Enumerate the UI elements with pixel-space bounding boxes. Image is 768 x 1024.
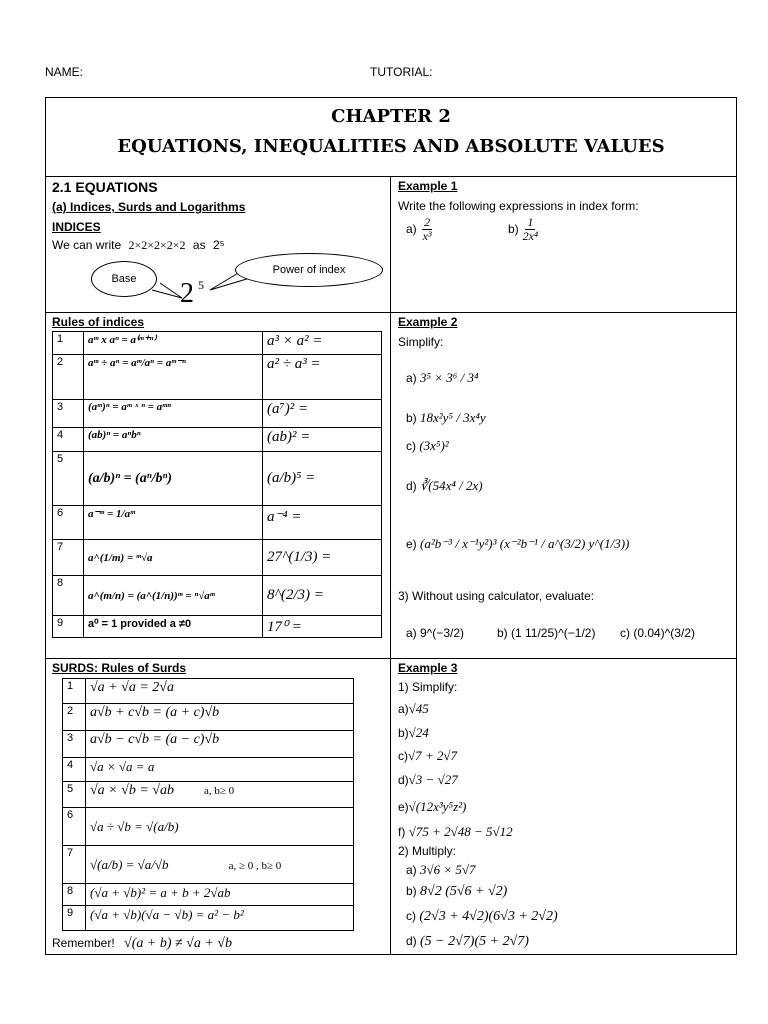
ex1-b-num: 1 [527, 215, 534, 229]
surd-rule-text: √a + √a = 2√a [86, 679, 354, 704]
indices-rules-table [52, 331, 382, 638]
rule-example: a² ÷ a³ = [263, 355, 382, 400]
ex3-q2: 2) Multiply: [398, 844, 457, 858]
rule-example: (ab)² = [263, 428, 382, 452]
surd-rule-number: 4 [63, 758, 86, 782]
power-expr: 2⁵ [212, 238, 225, 252]
example1-instruction: Write the following expressions in index form: [398, 199, 639, 213]
as-text: as [192, 238, 206, 252]
ex2-q3a: a) 9^(−3/2) [406, 626, 464, 640]
ex2-item-expr: (a²b⁻³ / x⁻¹y²)³ (x⁻²b⁻¹ / a^(3/2) y^(1/3)) [420, 536, 630, 551]
ex3-item-expr: √45 [408, 701, 429, 716]
surd-rule-number: 8 [63, 884, 86, 906]
rule-example: a⁻⁴ = [263, 506, 382, 540]
indices-heading: INDICES [52, 220, 101, 234]
rule-text: (aᵐ)ⁿ = aᵐ ˣ ⁿ = aᵐⁿ [84, 400, 263, 428]
example2-title: Example 2 [398, 315, 458, 329]
ex2-item-label: d) [406, 479, 417, 493]
ex3-item-label: b) [398, 726, 409, 740]
ex3-mult-expr: (2√3 + 4√2)(6√3 + 2√2) [419, 909, 558, 924]
ex3-mult-expr: 8√2 (5√6 + √2) [420, 884, 508, 899]
rule-text: (a/b)ⁿ = (aⁿ/bⁿ) [84, 452, 263, 506]
rule-number: 2 [53, 355, 84, 400]
ex2-q3b: b) (1 11/25)^(−1/2) [497, 626, 596, 640]
ex2-item-label: b) [406, 411, 417, 425]
product-expr: 2×2×2×2×2 [128, 238, 186, 252]
indices-rules-title: Rules of indices [52, 315, 145, 329]
index-callout: Power of index [235, 253, 383, 287]
ex2-q3: 3) Without using calculator, evaluate: [398, 589, 595, 603]
subsection-heading: (a) Indices, Surds and Logarithms [52, 200, 246, 214]
ex3-item-expr: √3 − √27 [408, 772, 458, 787]
rule-text: aᵐ x aⁿ = a⁽ᵐ⁺ⁿ⁾ [84, 332, 263, 355]
ex3-item-label: d) [398, 773, 409, 787]
ex3-item-label: e) [398, 800, 409, 814]
ex3-mult-label: d) [406, 934, 417, 948]
rule-text: a^(1/m) = ᵐ√a [84, 540, 263, 576]
rule-example: (a⁷)² = [263, 400, 382, 428]
rule-number: 1 [53, 332, 84, 355]
rule-example: 8^(2/3) = [263, 576, 382, 616]
rule-example: (a/b)⁵ = [263, 452, 382, 506]
remember-expr: √(a + b) ≠ √a + √b [124, 936, 232, 951]
ex2-item-label: e) [406, 537, 417, 551]
big-base: 2 [180, 278, 194, 309]
surd-rule-number: 9 [63, 906, 86, 931]
rule-number: 6 [53, 506, 84, 540]
ex3-mult-label: c) [406, 909, 416, 923]
tutorial-label: TUTORIAL: [370, 65, 433, 79]
surds-title: SURDS: Rules of Surds [52, 661, 187, 675]
rule-number: 4 [53, 428, 84, 452]
ex3-item-expr: √75 + 2√48 − 5√12 [408, 824, 513, 839]
ex2-item-expr: 18x²y⁵ / 3x⁴y [420, 410, 486, 425]
rule-text: a^(m/n) = (a^(1/n))ᵐ = ⁿ√aᵐ [84, 576, 263, 616]
rule-text: (ab)ⁿ = aⁿbⁿ [84, 428, 263, 452]
remember-label: Remember! [52, 936, 115, 950]
surd-rule-number: 5 [63, 782, 86, 808]
ex3-item-expr: √(12x³y⁵z²) [408, 799, 467, 814]
ex3-mult-expr: 3√6 × 5√7 [420, 862, 476, 877]
rule-example: 17⁰ = [263, 616, 382, 638]
ex2-item-expr: (3x⁵)² [419, 438, 449, 453]
surd-rule-condition: a, b≥ 0 [203, 785, 235, 797]
ex3-item-expr: √24 [408, 725, 429, 740]
rule-number: 5 [53, 452, 84, 506]
rule-example: 27^(1/3) = [263, 540, 382, 576]
divider [45, 658, 737, 659]
surd-rule-number: 3 [63, 731, 86, 758]
divider [45, 312, 737, 313]
surd-rule-text: (√a + √b)² = a + b + 2√ab [86, 884, 354, 906]
ex3-mult-label: a) [406, 863, 417, 877]
surd-rule-condition: a, ≥ 0 , b≥ 0 [228, 859, 282, 872]
divider [45, 176, 737, 177]
surd-rule-number: 7 [63, 846, 86, 884]
ex3-item-label: a) [398, 702, 409, 716]
rule-number: 8 [53, 576, 84, 616]
ex1-a-num: 2 [424, 215, 431, 229]
surd-rule-text: √a × √b = √ab [90, 783, 174, 798]
rule-text: a⁰ = 1 provided a ≠0 [84, 616, 263, 638]
surd-rule-number: 1 [63, 679, 86, 704]
example3-title: Example 3 [398, 661, 458, 675]
ex1-b-den: 2x⁴ [522, 228, 539, 243]
rule-text: a⁻ᵐ = 1/aᵐ [84, 506, 263, 540]
write-text: We can write [52, 238, 122, 252]
surd-rule-text: a√b + c√b = (a + c)√b [86, 704, 354, 731]
surd-rule-text: √(a/b) = √a/√b [90, 856, 169, 872]
ex3-mult-label: b) [406, 884, 417, 898]
ex2-item-label: c) [406, 439, 416, 453]
rule-number: 3 [53, 400, 84, 428]
ex3-mult-expr: (5 − 2√7)(5 + 2√7) [420, 934, 529, 949]
ex2-item-label: a) [406, 371, 417, 385]
surd-rule-text: a√b − c√b = (a − c)√b [86, 731, 354, 758]
ex1-a-label: a) [406, 222, 417, 237]
ex3-q1: 1) Simplify: [398, 680, 458, 694]
big-exponent: 5 [198, 278, 204, 292]
ex3-item-label: c) [398, 749, 408, 763]
chapter-title: EQUATIONS, INEQUALITIES AND ABSOLUTE VALUES [117, 136, 665, 157]
surds-rules-table [62, 678, 354, 931]
example2-simplify: Simplify: [398, 335, 444, 349]
ex2-item-expr: 3⁵ × 3⁶ / 3⁴ [420, 370, 479, 385]
surd-rule-text: √a × √a = a [86, 758, 354, 782]
surd-rule-number: 6 [63, 808, 86, 846]
ex3-item-label: f) [398, 825, 406, 839]
section-heading: 2.1 EQUATIONS [52, 179, 158, 195]
rule-number: 9 [53, 616, 84, 638]
ex3-item-expr: √7 + 2√7 [408, 748, 458, 763]
surd-rule-text: √a ÷ √b = √(a/b) [86, 808, 354, 846]
example1-title: Example 1 [398, 179, 458, 193]
rule-number: 7 [53, 540, 84, 576]
ex1-b-label: b) [508, 222, 519, 237]
ex2-q3c: c) (0.04)^(3/2) [620, 626, 695, 640]
column-divider [390, 176, 391, 955]
ex1-a-den: x³ [422, 228, 432, 243]
surd-rule-text: (√a + √b)(√a − √b) = a² − b² [86, 906, 354, 931]
rule-example: a³ × a² = [263, 332, 382, 355]
chapter-number: CHAPTER 2 [331, 106, 451, 127]
name-label: NAME: [45, 65, 84, 79]
ex2-item-expr: ∛(54x⁴ / 2x) [420, 478, 483, 493]
base-callout: Base [91, 261, 157, 297]
surd-rule-number: 2 [63, 704, 86, 731]
rule-text: aᵐ ÷ aⁿ = aᵐ/aⁿ = aᵐ⁻ⁿ [84, 355, 263, 400]
